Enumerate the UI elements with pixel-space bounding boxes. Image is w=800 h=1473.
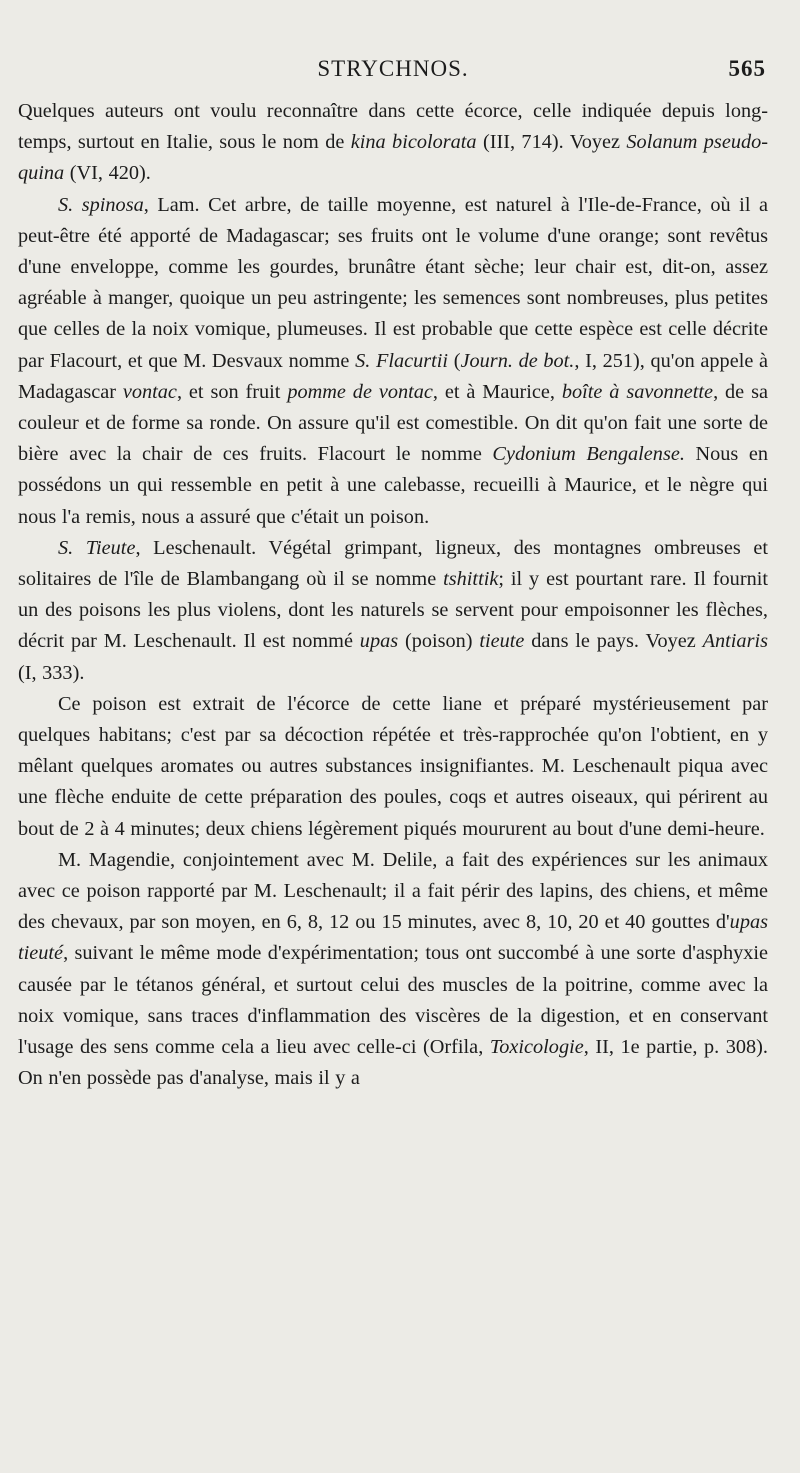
italic-run: pomme de vontac (287, 380, 433, 403)
text-run: , I, 251), qu'on appele à Madagascar (18, 349, 769, 403)
text-run: M. Magendie, conjointement avec M. Delile, a fait des expériences sur les animaux avec ce poison rapporté par M. Leschenault; il a fait périr des lapins, des chiens, et même des chevaux, par son moyen, en 6, 8, 12 ou 15 minutes, avec 8, 10, 20 et 40 gouttes d' (18, 848, 768, 934)
paragraph-p1 (18, 96, 768, 190)
text-run: (I, 333). (18, 661, 85, 684)
text-run: , et son fruit (176, 380, 288, 403)
text-run: , II, 1e partie, p. 308). On n'en possède pas d'analyse, mais il y a (18, 1036, 768, 1090)
text-run: , Leschenault. Végétal grimpant, ligneux, des montagnes ombreuses et solitaires de l'île de Blambangang où il se nomme (18, 536, 769, 591)
paragraph-p5 (18, 845, 768, 1095)
italic-run: Solanum pseudo-quina (18, 131, 768, 185)
paragraph-p3 (18, 533, 768, 689)
italic-run: S. Flacurtii (355, 349, 449, 372)
page-number: 565 (728, 56, 766, 81)
italic-run: Toxicologie (489, 1036, 584, 1059)
paragraph-p2 (18, 190, 768, 533)
italic-run: upas (359, 630, 399, 653)
text-run: ; il y est pourtant rare. Il fournit un des poisons les plus violens, dont les naturels se servent pour empoisonner les flèches, décrit par M. Leschenault. Il est nommé (18, 568, 768, 653)
italic-run: vontac (122, 380, 177, 403)
body-text (18, 96, 768, 1095)
text-run: Nous en possédons un qui ressemble en petit à une calebasse, recueilli à Maurice, et le nègre qui nous l'a remis, nous a assuré que c'était un poison. (18, 443, 769, 528)
running-title: STRYCHNOS. (317, 56, 469, 81)
text-run: ( (448, 349, 461, 372)
text-run: , suivant le même mode d'expérimentation; tous ont succombé à une sorte d'asphyxie causée par le tétanos général, et surtout celui des muscles de la poitrine, comme avec la noix vomique, sans traces d'inflammation des viscères de la digestion, et en conservant l'usage des sens comme cela a lieu avec celle-ci (Orfila, (18, 942, 768, 1059)
text-run: , Lam. Cet arbre, de taille moyenne, est naturel à l'Ile-de-France, où il a peut-être été apporté de Madagascar; ses fruits ont le volume d'une orange; sont revêtus d'une enveloppe, comme les gourdes, brunâtre étant sèche; leur chair est, dit-on, assez agréable à manger, quoique un peu astringente; les semences sont nombreuses, plus petites que celles de la noix vomique, plumeuses. Il est probable que cette espèce est celle décrite par Flacourt, et que M. Desvaux nomme (18, 193, 768, 372)
running-head (18, 56, 768, 96)
text-run: (III, 714). Voyez (476, 131, 627, 154)
italic-run: boîte à savonnette (561, 380, 714, 403)
italic-run: tshittik (443, 568, 499, 591)
text-run: dans le pays. Voyez (524, 630, 703, 653)
text-run: Ce poison est extrait de l'écorce de cette liane et préparé mystérieusement par quelques habitans; c'est par sa décoction répétée et très-rapprochée qu'on l'obtient, en y mêlant quelques aromates ou autres substances insignifiantes. M. Leschenault piqua avec une flèche enduite de cette préparation des poules, coqs et autres oiseaux, qui périrent au bout de 2 à 4 minutes; deux chiens légèrement piqués moururent au bout d'une demi-heure. (18, 692, 768, 840)
italic-run: kina bicolorata (350, 131, 477, 154)
paragraph-p4 (18, 689, 768, 845)
italic-run: Antiaris (702, 630, 768, 653)
text-run: , et à Maurice, (432, 380, 562, 403)
text-run: (VI, 420). (64, 162, 151, 185)
italic-run: Cydonium Bengalense. (492, 443, 685, 466)
text-run: Quelques auteurs ont voulu reconnaître dans cette écorce, celle indiquée depuis long-temps, surtout en Italie, sous le nom de (18, 100, 768, 154)
italic-run: S. Tieute (58, 536, 136, 559)
italic-run: Journ. de bot. (460, 349, 575, 372)
text-run: , de sa couleur et de forme sa ronde. On assure qu'il est comestible. On dit qu'on fait une sorte de bière avec la chair de ces fruits. Flacourt le nomme (18, 380, 768, 466)
text-run: (poison) (398, 630, 480, 653)
italic-run: S. spinosa (58, 193, 144, 216)
italic-run: upas tieuté (18, 911, 768, 965)
italic-run: tieute (479, 630, 525, 653)
